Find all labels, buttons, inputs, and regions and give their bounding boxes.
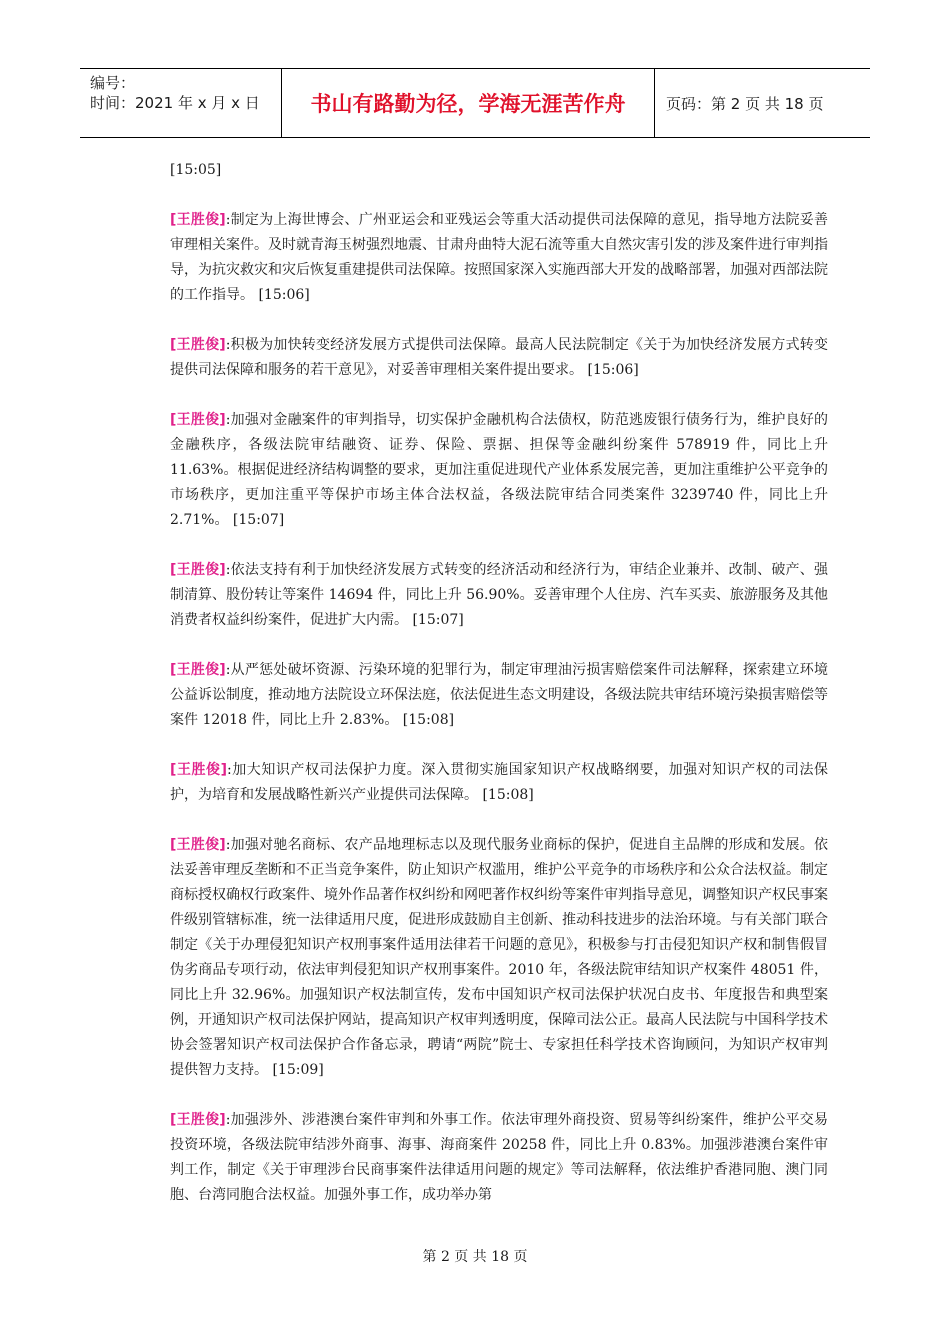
paragraph (170, 658, 828, 733)
paragraph (170, 1108, 828, 1208)
paragraph (170, 333, 828, 383)
speaker-tag: [王胜俊] (170, 837, 226, 853)
speaker-tag: [王胜俊] (170, 1112, 226, 1128)
speaker-tag: [王胜俊] (170, 762, 227, 778)
header-meta (80, 69, 282, 137)
speaker-tag: [王胜俊] (170, 562, 226, 578)
paragraph (170, 558, 828, 633)
speaker-tag: [王胜俊] (170, 662, 226, 678)
document-body (170, 158, 828, 1233)
document-date: 时间：2021 年 x 月 x 日 (90, 94, 260, 112)
page-header (80, 68, 870, 138)
paragraph (170, 833, 828, 1083)
speaker-tag: [王胜俊] (170, 412, 226, 428)
speaker-tag: [王胜俊] (170, 337, 226, 353)
paragraph (170, 758, 828, 808)
speaker-tag: [王胜俊] (170, 212, 226, 228)
paragraph-text: :加大知识产权司法保护力度。深入贯彻实施国家知识产权战略纲要，加强对知识产权的司法保护，为培育和发展战略性新兴产业提供司法保障。 [15:08] (170, 762, 829, 803)
paragraph-text: :依法支持有利于加快经济发展方式转变的经济活动和经济行为，审结企业兼并、改制、破产、强制清算、股份转让等案件 14694 件，同比上升 56.90%。妥善审理个人住房、汽车买卖、旅游服务及其他消费者权益纠纷案件，促进扩大内需。 [15:07] (170, 562, 829, 628)
document-number-label: 编号： (90, 74, 136, 92)
paragraph-text: :加强对金融案件的审判指导，切实保护金融机构合法债权，防范逃废银行债务行为，维护良好的金融秩序，各级法院审结融资、证券、保险、票据、担保等金融纠纷案件 578919 件，同比上升 11.63%。根据促进经济结构调整的要求，更加注重促进现代产业体系发展完善，更加注重维护公平竞争的市场秩序，更加注重平等保护市场主体合法权益，各级法院审结合同类案件 3239740 件，同比上升 2.71%。 [15:07] (170, 412, 829, 528)
header-motto: 书山有路勤为径，学海无涯苦作舟 (282, 69, 655, 137)
paragraph-text: :积极为加快转变经济发展方式提供司法保障。最高人民法院制定《关于为加快经济发展方式转变提供司法保障和服务的若干意见》，对妥善审理相关案件提出要求。 [15:06] (170, 337, 829, 378)
paragraph-text: :加强涉外、涉港澳台案件审判和外事工作。依法审理外商投资、贸易等纠纷案件，维护公平交易投资环境，各级法院审结涉外商事、海事、海商案件 20258 件，同比上升 0.83%。加强涉港澳台案件审判工作，制定《关于审理涉台民商事案件法律适用问题的规定》等司法解释，依法维护香港同胞、澳门同胞、台湾同胞合法权益。加强外事工作，成功举办第 (170, 1112, 829, 1203)
timestamp: [15:05] (170, 162, 222, 178)
paragraph-text: :加强对驰名商标、农产品地理标志以及现代服务业商标的保护，促进自主品牌的形成和发展。依法妥善审理反垄断和不正当竞争案件，防止知识产权滥用，维护公平竞争的市场秩序和公众合法权益。制定商标授权确权行政案件、境外作品著作权纠纷和网吧著作权纠纷等案件审判指导意见，调整知识产权民事案件级别管辖标准，统一法律适用尺度，促进形成鼓励自主创新、推动科技进步的法治环境。与有关部门联合制定《关于办理侵犯知识产权刑事案件适用法律若干问题的意见》，积极参与打击侵犯知识产权和制售假冒伪劣商品专项行动，依法审判侵犯知识产权刑事案件。2010 年，各级法院审结知识产权案件 48051 件，同比上升 32.96%。加强知识产权法制宣传，发布中国知识产权司法保护状况白皮书、年度报告和典型案例，开通知识产权司法保护网站，提高知识产权审判透明度，保障司法公正。最高人民法院与中国科学技术协会签署知识产权司法保护合作备忘录，聘请“两院”院士、专家担任科学技术咨询顾问，为知识产权审判提供智力支持。 [15:09] (170, 837, 829, 1078)
header-page-info: 页码：第 2 页 共 18 页 (666, 94, 824, 113)
paragraph (170, 408, 828, 533)
page-footer: 第 2 页 共 18 页 (422, 1249, 528, 1265)
paragraph-text: :制定为上海世博会、广州亚运会和亚残运会等重大活动提供司法保障的意见，指导地方法院妥善审理相关案件。及时就青海玉树强烈地震、甘肃舟曲特大泥石流等重大自然灾害引发的涉及案件进行审判指导，为抗灾救灾和灾后恢复重建提供司法保障。按照国家深入实施西部大开发的战略部署，加强对西部法院的工作指导。 [15:06] (170, 212, 829, 303)
paragraph-text: :从严惩处破坏资源、污染环境的犯罪行为，制定审理油污损害赔偿案件司法解释，探索建立环境公益诉讼制度，推动地方法院设立环保法庭，依法促进生态文明建设，各级法院共审结环境污染损害赔偿等案件 12018 件，同比上升 2.83%。 [15:08] (170, 662, 829, 728)
paragraph (170, 208, 828, 308)
